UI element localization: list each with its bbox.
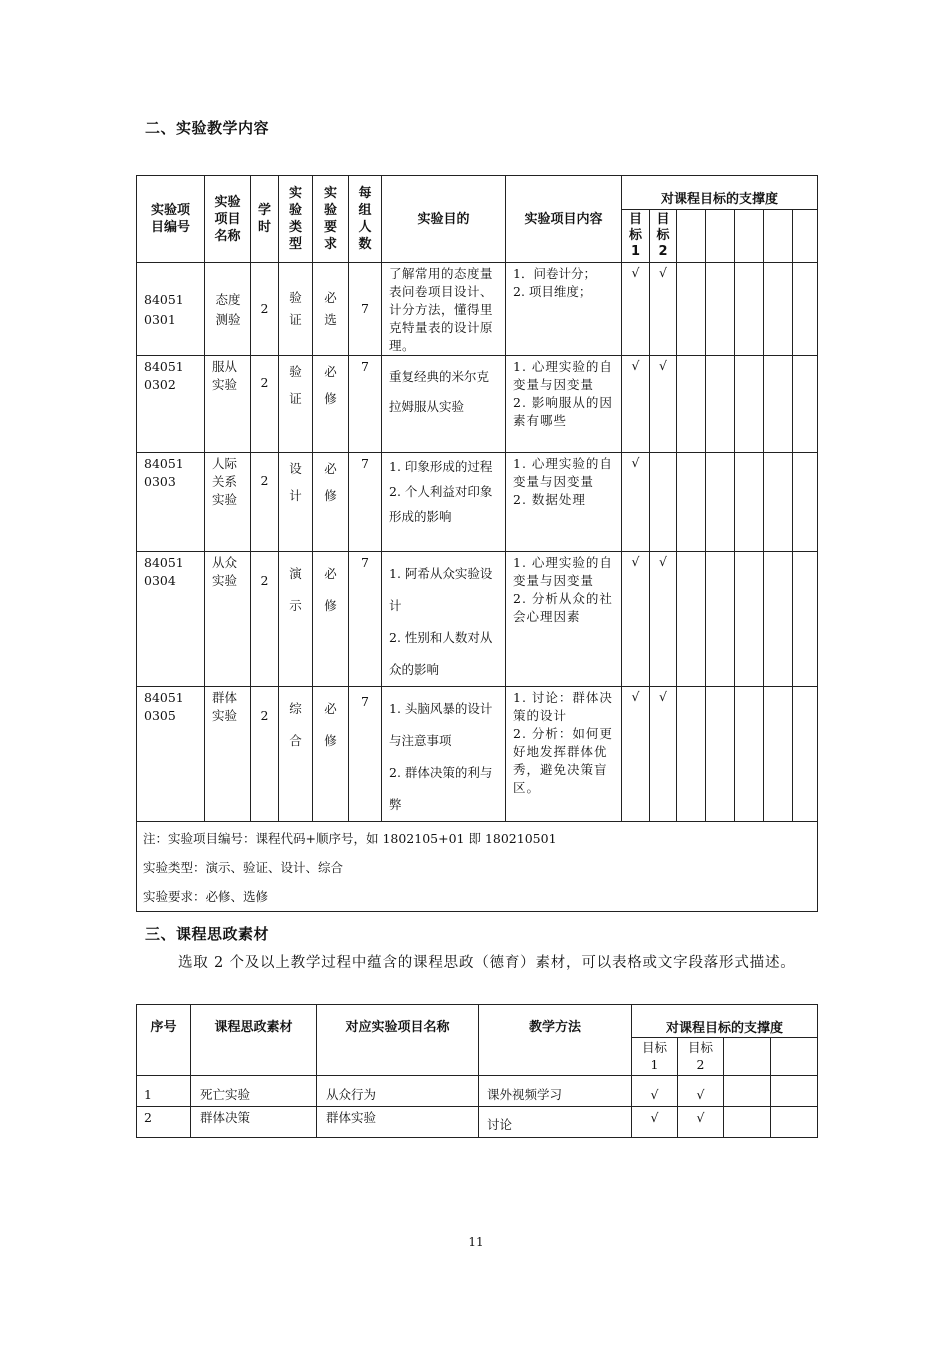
cell-goal1: √	[632, 1107, 678, 1138]
cell-content: 1. 讨论：群体决策的设计 2. 分析：如何更好地发挥群体优秀，避免决策盲区。	[506, 687, 622, 822]
cell-type: 验证	[279, 263, 313, 356]
cell-empty	[677, 356, 706, 453]
cell-id: 840510301	[137, 263, 205, 356]
cell-empty	[735, 453, 764, 552]
cell-group: 7	[349, 453, 382, 552]
header-hours: 学时	[251, 176, 279, 263]
cell-material: 死亡实验	[191, 1076, 317, 1107]
cell-project: 群体实验	[317, 1107, 479, 1138]
cell-empty	[677, 453, 706, 552]
cell-empty	[793, 263, 818, 356]
experiment-content-table	[136, 175, 818, 912]
cell-goal1: √	[622, 687, 650, 822]
cell-goal1: √	[622, 453, 650, 552]
header-id: 实验项目编号	[137, 176, 205, 263]
cell-hours: 2	[251, 356, 279, 453]
cell-method: 课外视频学习	[479, 1076, 632, 1107]
note-line: 实验类型：演示、验证、设计、综合	[143, 860, 344, 875]
section-2-heading: 二、实验教学内容	[145, 119, 270, 137]
cell-empty	[724, 1076, 771, 1107]
table-row	[137, 1076, 818, 1107]
cell-goal2: √	[650, 263, 677, 356]
note-line: 实验要求：必修、选修	[143, 889, 269, 904]
cell-material: 群体决策	[191, 1107, 317, 1138]
cell-empty	[793, 552, 818, 687]
header-purpose: 实验目的	[382, 176, 506, 263]
cell-empty	[764, 552, 793, 687]
cell-name: 人际关系实验	[205, 453, 251, 552]
cell-hours: 2	[251, 552, 279, 687]
header-type: 实验类型	[279, 176, 313, 263]
cell-type: 验证	[279, 356, 313, 453]
cell-type: 演示	[279, 552, 313, 687]
cell-empty	[677, 687, 706, 822]
table-row	[137, 687, 818, 822]
header-support: 对课程目标的支撑度	[632, 1005, 818, 1038]
header-no: 序号	[137, 1005, 191, 1076]
cell-no: 2	[137, 1107, 191, 1138]
cell-purpose: 1. 阿希从众实验设计 2. 性别和人数对从众的影响	[382, 552, 506, 687]
cell-purpose: 了解常用的态度量表问卷项目设计、计分方法，懂得里克特量表的设计原理。	[382, 263, 506, 356]
cell-id: 840510302	[137, 356, 205, 453]
section-3-paragraph: 选取 2 个及以上教学过程中蕴含的课程思政（德育）素材，可以表格或文字段落形式描述。	[178, 955, 796, 971]
cell-group: 7	[349, 356, 382, 453]
cell-empty	[706, 453, 735, 552]
cell-empty	[764, 356, 793, 453]
ideology-material-table	[136, 1004, 818, 1138]
cell-empty	[677, 263, 706, 356]
cell-empty	[771, 1076, 818, 1107]
cell-name: 态度测验	[205, 263, 251, 356]
cell-goal2: √	[650, 356, 677, 453]
cell-name: 服从实验	[205, 356, 251, 453]
cell-id: 840510303	[137, 453, 205, 552]
header-project: 对应实验项目名称	[317, 1005, 479, 1076]
header-goal1: 目标1	[632, 1038, 678, 1076]
cell-goal1: √	[622, 263, 650, 356]
cell-goal1: √	[622, 552, 650, 687]
cell-empty	[735, 356, 764, 453]
cell-purpose: 重复经典的米尔克拉姆服从实验	[382, 356, 506, 453]
cell-hours: 2	[251, 687, 279, 822]
cell-empty	[735, 687, 764, 822]
cell-goal2: √	[678, 1076, 724, 1107]
header-empty	[677, 210, 706, 263]
cell-goal1: √	[622, 356, 650, 453]
header-req: 实验要求	[313, 176, 349, 263]
header-goal2: 目标2	[650, 210, 677, 263]
cell-type: 设计	[279, 453, 313, 552]
cell-empty	[706, 356, 735, 453]
cell-req: 必选	[313, 263, 349, 356]
cell-name: 群体实验	[205, 687, 251, 822]
cell-content: 1. 心理实验的自变量与因变量 2. 数据处理	[506, 453, 622, 552]
cell-purpose: 1. 头脑风暴的设计与注意事项 2. 群体决策的利与弊	[382, 687, 506, 822]
note-line: 注：实验项目编号：课程代码+顺序号，如 1802105+01 即 180210501	[143, 831, 557, 846]
cell-req: 必修	[313, 356, 349, 453]
header-empty	[793, 210, 818, 263]
cell-empty	[706, 687, 735, 822]
header-empty	[724, 1038, 771, 1076]
cell-goal2: √	[678, 1107, 724, 1138]
header-support: 对课程目标的支撑度	[622, 176, 818, 210]
header-empty	[771, 1038, 818, 1076]
cell-empty	[764, 453, 793, 552]
cell-req: 必修	[313, 552, 349, 687]
cell-content: 1. 心理实验的自变量与因变量 2. 分析从众的社会心理因素	[506, 552, 622, 687]
header-empty	[706, 210, 735, 263]
cell-content: 1．问卷计分； 2. 项目维度；	[506, 263, 622, 356]
header-empty	[735, 210, 764, 263]
table-row	[137, 1107, 818, 1138]
notes-cell	[137, 822, 818, 912]
page-number: 11	[468, 1235, 484, 1249]
header-method: 教学方法	[479, 1005, 632, 1076]
header-goal1: 目标1	[622, 210, 650, 263]
section-3-heading: 三、课程思政素材	[145, 925, 270, 943]
cell-goal1: √	[632, 1076, 678, 1107]
cell-no: 1	[137, 1076, 191, 1107]
header-empty	[764, 210, 793, 263]
table-row	[137, 552, 818, 687]
cell-goal2	[650, 453, 677, 552]
cell-group: 7	[349, 552, 382, 687]
header-group: 每组人数	[349, 176, 382, 263]
header-name: 实验项目名称	[205, 176, 251, 263]
cell-empty	[771, 1107, 818, 1138]
cell-project: 从众行为	[317, 1076, 479, 1107]
table-row	[137, 356, 818, 453]
table-row	[137, 263, 818, 356]
cell-goal2: √	[650, 687, 677, 822]
cell-purpose: 1. 印象形成的过程 2. 个人利益对印象形成的影响	[382, 453, 506, 552]
cell-hours: 2	[251, 263, 279, 356]
cell-req: 必修	[313, 453, 349, 552]
cell-name: 从众实验	[205, 552, 251, 687]
cell-empty	[793, 687, 818, 822]
cell-empty	[677, 552, 706, 687]
cell-empty	[706, 552, 735, 687]
cell-content: 1. 心理实验的自变量与因变量 2. 影响服从的因素有哪些	[506, 356, 622, 453]
cell-id: 840510304	[137, 552, 205, 687]
cell-empty	[735, 263, 764, 356]
cell-id: 840510305	[137, 687, 205, 822]
header-goal2: 目标2	[678, 1038, 724, 1076]
header-material: 课程思政素材	[191, 1005, 317, 1076]
notes-row	[137, 822, 818, 912]
cell-hours: 2	[251, 453, 279, 552]
cell-group: 7	[349, 687, 382, 822]
header-content: 实验项目内容	[506, 176, 622, 263]
cell-method: 讨论	[479, 1107, 632, 1138]
cell-req: 必修	[313, 687, 349, 822]
cell-type: 综合	[279, 687, 313, 822]
cell-empty	[735, 552, 764, 687]
cell-empty	[793, 453, 818, 552]
cell-empty	[793, 356, 818, 453]
cell-empty	[706, 263, 735, 356]
cell-goal2: √	[650, 552, 677, 687]
cell-empty	[724, 1107, 771, 1138]
cell-empty	[764, 687, 793, 822]
table-row	[137, 453, 818, 552]
cell-empty	[764, 263, 793, 356]
cell-group: 7	[349, 263, 382, 356]
